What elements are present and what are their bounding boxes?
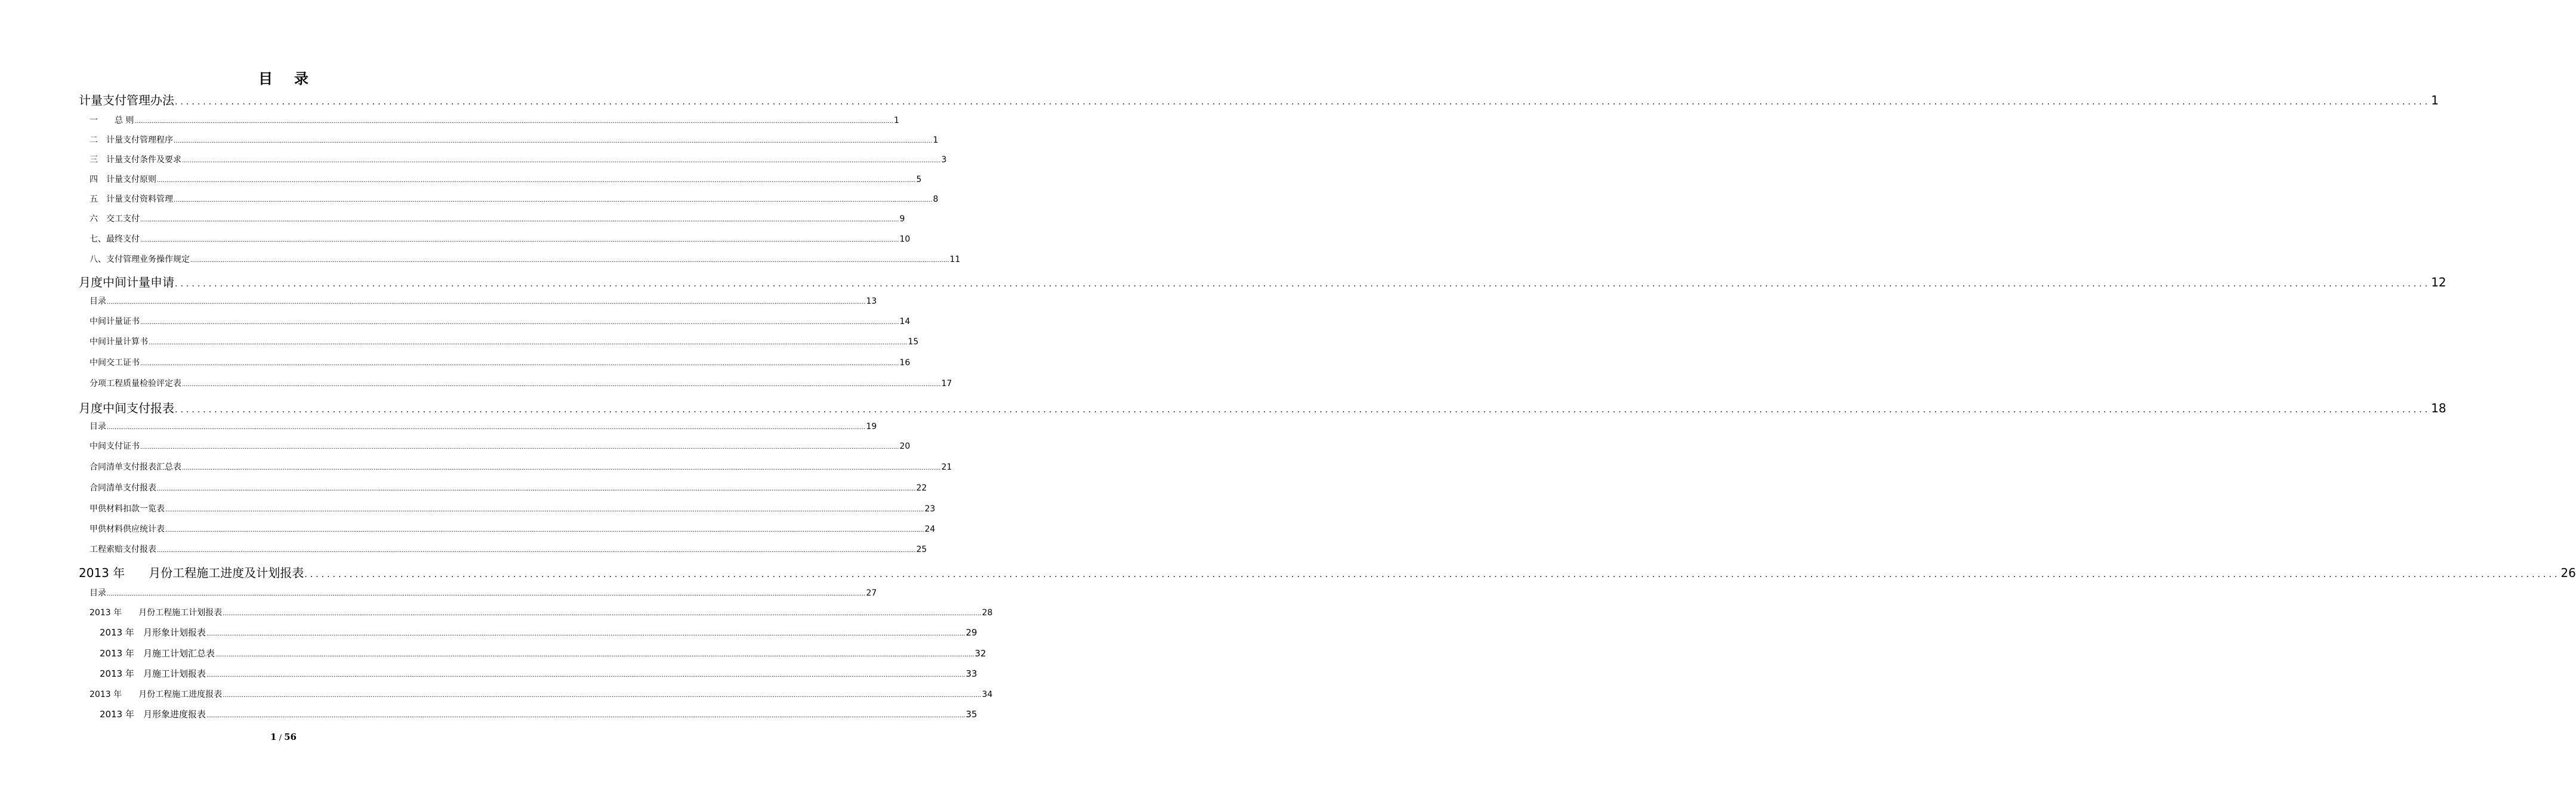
- toc-entry-page: 8: [933, 195, 939, 204]
- toc-entry-page: 9: [899, 214, 905, 224]
- toc-entry-label: 合同清单支付报表汇总表: [90, 462, 181, 472]
- toc-leader-dots: ................................................................................................................................................................................................................................................................................................................................................................................................................: [165, 507, 924, 513]
- toc-leader-dots: ................................................................................................................................................................................................................................................................................................................................................................................................................: [140, 319, 899, 326]
- toc-entry-label: 六 交工支付: [90, 214, 140, 224]
- toc-entry-label: 甲供材料供应统计表: [90, 525, 165, 534]
- toc-entry-page: 34: [982, 690, 993, 699]
- toc-entry-page: 1: [2431, 93, 2439, 107]
- toc-entry-label: 分项工程质量检验评定表: [90, 379, 181, 388]
- toc-entry-page: 15: [908, 337, 919, 347]
- toc-entry-page: 1: [893, 116, 899, 125]
- toc-entry-level-2[interactable]: [90, 315, 911, 327]
- toc-entry-level-2[interactable]: [90, 335, 919, 347]
- toc-leader-dots: ................................................................................................................................................................................................................................................................................................................................................................................................................: [140, 360, 899, 367]
- toc-leader-dots: ................................................................................................................................................................................................................................................................................................................................................................................................................: [134, 118, 893, 125]
- toc-entry-page: 11: [949, 255, 961, 264]
- toc-leader-dots: ................................................................................................................................................................................................................................................................................................................................................................................................................: [190, 257, 949, 264]
- toc-entry-level-2[interactable]: [90, 440, 911, 452]
- page-footer: 1 / 56: [270, 732, 297, 742]
- toc-entry-page: 13: [866, 297, 877, 306]
- toc-entry-level-1[interactable]: [79, 273, 2447, 290]
- toc-entry-label: 合同清单支付报表: [90, 483, 156, 493]
- toc-entry-label: 中间计量证书: [90, 317, 140, 326]
- toc-entry-label: 中间交工证书: [90, 358, 140, 368]
- toc-leader-dots: ................................................................................................................................................................................................................................................................................................................................................................................................................: [149, 340, 908, 346]
- toc-entry-page: 19: [866, 422, 877, 431]
- toc-entry-label: 月度中间支付报表: [79, 401, 174, 415]
- toc-leader-dots: ................................................................................................................................................................................................................................................................................................................................................................................................................: [140, 217, 899, 223]
- toc-entry-label: 2013 年 月施工计划报表: [100, 668, 206, 679]
- toc-entry-level-2[interactable]: [90, 502, 936, 514]
- toc-entry-level-2[interactable]: [90, 193, 939, 205]
- toc-leader-dots: ................................................................................................................................................................................................................................................................................................................................................................................................................: [107, 424, 866, 431]
- toc-entry-level-2[interactable]: [90, 153, 947, 165]
- toc-leader-dots: ................................................................................................................................................................................................................................................................................................................................................................................................................: [223, 692, 982, 699]
- toc-entry-label: 目录: [90, 588, 106, 598]
- toc-entry-level-2[interactable]: [90, 134, 939, 146]
- toc-entry-page: 32: [974, 648, 986, 659]
- toc-entry-label: 2013 年 月份工程施工进度及计划报表: [79, 566, 304, 580]
- toc-entry-label: 甲供材料扣款一览表: [90, 504, 165, 514]
- toc-leader-dots: ................................................................................................................................................................................................................................................................................................................................................................................................................: [140, 444, 899, 451]
- toc-entry-page: 12: [2431, 275, 2447, 289]
- toc-entry-label: 2013 年 月形象计划报表: [100, 627, 206, 638]
- toc-entry-page: 21: [941, 462, 952, 472]
- toc-leader-dots: ................................................................................................................................................................................................................................................................................................................................................................................................................: [223, 610, 982, 617]
- toc-entry-level-2[interactable]: [90, 212, 905, 224]
- toc-entry-page: 22: [916, 483, 927, 493]
- toc-entry-page: 35: [965, 709, 977, 720]
- toc-entry-label: 二 计量支付管理程序: [90, 135, 173, 145]
- toc-entry-label: 2013 年 月形象进度报表: [100, 709, 206, 720]
- toc-leader-dots: ................................................................................................................................................................................................................................................................................................................................................................................................................: [107, 299, 866, 306]
- toc-entry-level-1[interactable]: [79, 563, 2576, 581]
- toc-entry-page: 18: [2431, 401, 2447, 415]
- toc-leader-dots: ................................................................................................................................................................................................................................................................................................................................................................................................................: [182, 381, 941, 388]
- toc-entry-label: 三 计量支付条件及要求: [90, 155, 181, 165]
- toc-entry-level-2[interactable]: [90, 173, 922, 185]
- toc-leader-dots: ................................................................................................................................................................................................................................................................................................................................................................................................................: [206, 631, 965, 637]
- toc-leader-dots: ................................................................................................................................................................................................................................................................................................................................................................................................................: [157, 177, 916, 184]
- toc-entry-level-2[interactable]: [90, 356, 911, 368]
- toc-entry-level-3[interactable]: [100, 667, 977, 680]
- toc-leader-dots: ................................................................................................................................................................................................................................................................................................................................................................................................................: [157, 486, 916, 492]
- toc-entry-page: 16: [899, 358, 911, 368]
- toc-leader-dots: ................................................................................................................................................................................................................................................................................................................................................................................................................: [215, 652, 974, 658]
- toc-entry-level-2[interactable]: [90, 606, 993, 618]
- toc-title-char-1: 目: [258, 70, 273, 87]
- toc-entry-level-2[interactable]: [90, 482, 927, 493]
- toc-entry-label: 五 计量支付资料管理: [90, 195, 173, 204]
- toc-entry-level-3[interactable]: [100, 647, 986, 659]
- toc-entry-page: 29: [965, 627, 977, 638]
- toc-leader-dots: ................................................................................................................................................................................................................................................................................................................................................................................................................: [206, 672, 965, 678]
- toc-leader-dots: ................................................................................................................................................................................................................................................................................................................................................................................................................: [157, 547, 916, 554]
- toc-entry-level-2[interactable]: [90, 295, 877, 307]
- toc-entry-page: 17: [941, 379, 952, 388]
- toc-entry-level-2[interactable]: [90, 688, 993, 700]
- toc-leader-dots: ................................................................................................................................................................................................................................................................................................................................................................................................................: [174, 197, 933, 203]
- toc-entry-page: 20: [899, 442, 911, 451]
- page-current: 1: [270, 732, 277, 742]
- toc-leader-dots: ................................................................................................................................................................................................................................................................................................................................................................................................................: [175, 405, 2431, 415]
- toc-entry-level-2[interactable]: [90, 523, 936, 535]
- toc-entry-level-2[interactable]: [90, 420, 877, 432]
- toc-entry-label: 月度中间计量申请: [79, 275, 174, 289]
- toc-leader-dots: ................................................................................................................................................................................................................................................................................................................................................................................................................: [174, 138, 933, 144]
- toc-entry-level-2[interactable]: [90, 253, 961, 265]
- toc-leader-dots: ................................................................................................................................................................................................................................................................................................................................................................................................................: [182, 158, 941, 164]
- toc-title-char-2: 录: [294, 70, 308, 87]
- toc-entry-page: 5: [916, 175, 922, 184]
- toc-leader-dots: ................................................................................................................................................................................................................................................................................................................................................................................................................: [165, 527, 924, 533]
- toc-entry-label: 八、支付管理业务操作规定: [90, 255, 190, 264]
- toc-entry-label: 中间计量计算书: [90, 337, 148, 347]
- toc-entry-page: 14: [899, 317, 911, 326]
- toc-entry-label: 目录: [90, 297, 106, 306]
- toc-entry-level-1[interactable]: [79, 399, 2447, 416]
- toc-entry-label: 工程索赔支付报表: [90, 545, 156, 554]
- toc-entry-label: 七、最终支付: [90, 235, 140, 244]
- toc-leader-dots: ................................................................................................................................................................................................................................................................................................................................................................................................................: [175, 279, 2431, 289]
- toc-leader-dots: ................................................................................................................................................................................................................................................................................................................................................................................................................: [206, 712, 965, 719]
- toc-entry-page: 33: [965, 668, 977, 679]
- toc-entry-page: 1: [933, 135, 939, 145]
- toc-entry-page: 27: [866, 588, 877, 598]
- toc-entry-level-3[interactable]: [100, 626, 977, 638]
- toc-entry-level-3[interactable]: [100, 708, 977, 720]
- toc-entry-label: 计量支付管理办法: [79, 93, 174, 107]
- page-total: 56: [284, 732, 297, 742]
- toc-entry-label: 中间支付证书: [90, 442, 140, 451]
- toc-leader-dots: ................................................................................................................................................................................................................................................................................................................................................................................................................: [175, 97, 2431, 107]
- toc-entry-page: 28: [982, 608, 993, 618]
- toc-entry-label: 2013 年 月施工计划汇总表: [100, 648, 215, 659]
- toc-entry-level-2[interactable]: [90, 377, 952, 389]
- toc-entry-level-2[interactable]: [90, 233, 911, 245]
- toc-entry-level-2[interactable]: [90, 587, 877, 599]
- toc-entry-label: 2013 年 月份工程施工计划报表: [90, 608, 223, 618]
- toc-entry-label: 目录: [90, 422, 106, 431]
- toc-entry-label: 四 计量支付原则: [90, 175, 156, 184]
- toc-leader-dots: ................................................................................................................................................................................................................................................................................................................................................................................................................: [107, 591, 866, 597]
- toc-leader-dots: ................................................................................................................................................................................................................................................................................................................................................................................................................: [304, 570, 2560, 579]
- toc-entry-label: 2013 年 月份工程施工进度报表: [90, 690, 223, 699]
- toc-leader-dots: ................................................................................................................................................................................................................................................................................................................................................................................................................: [182, 465, 941, 471]
- toc-entry-level-2[interactable]: [90, 461, 952, 473]
- toc-entry-level-2[interactable]: [90, 114, 899, 126]
- toc-entry-page: 3: [941, 155, 947, 165]
- toc-entry-label: 一 总 则: [90, 116, 134, 125]
- toc-entry-page: 26: [2560, 566, 2576, 580]
- toc-entry-level-1[interactable]: [79, 91, 2439, 108]
- toc-entry-page: 23: [924, 504, 936, 514]
- toc-entry-page: 10: [899, 235, 911, 244]
- toc-entry-level-2[interactable]: [90, 543, 927, 555]
- toc-leader-dots: ................................................................................................................................................................................................................................................................................................................................................................................................................: [140, 237, 899, 243]
- toc-entry-page: 24: [924, 525, 936, 534]
- toc-entry-page: 25: [916, 545, 927, 554]
